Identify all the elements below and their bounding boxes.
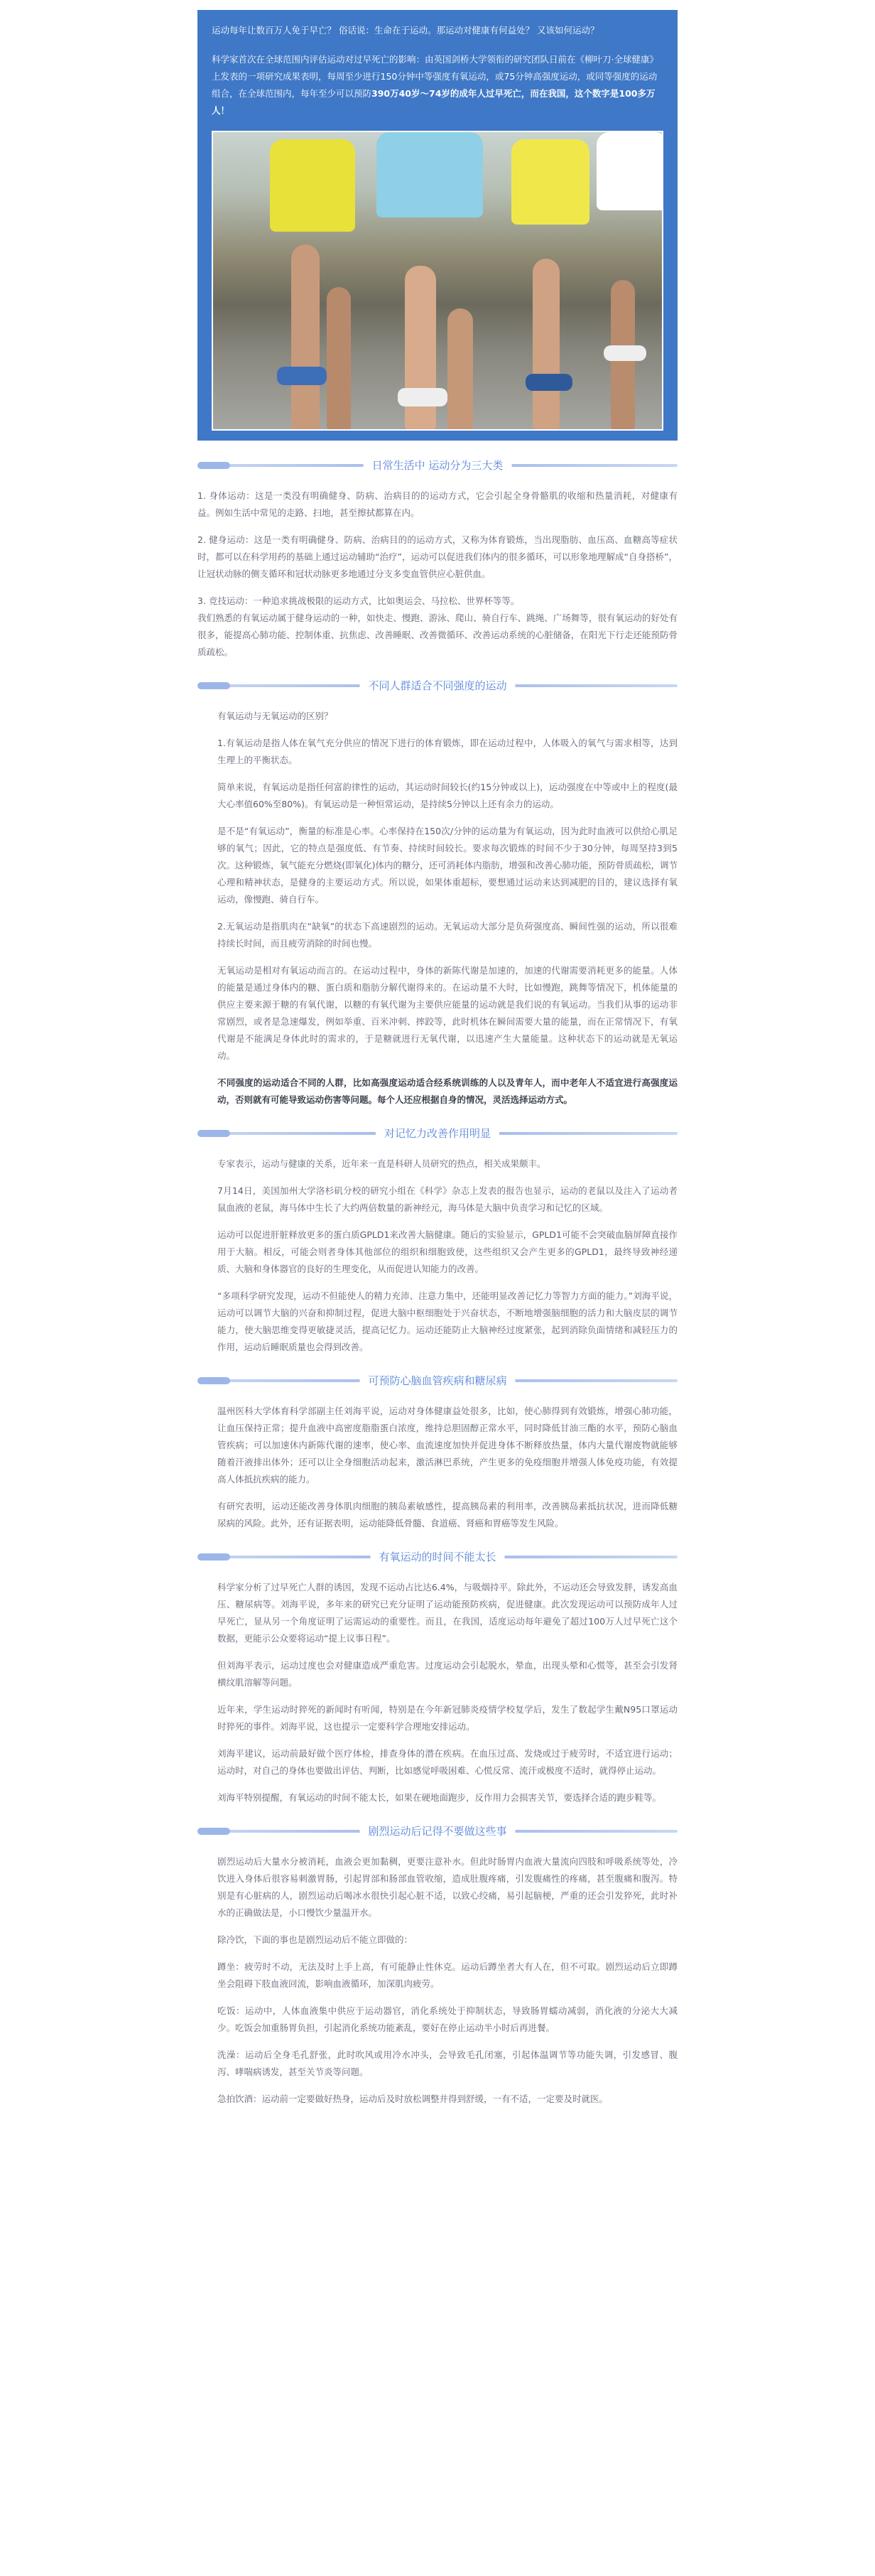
paragraph: 2. 健身运动：这是一类有明确健身、防病、治病目的的运动方式，又称为体育锻炼，当出现脂肪、血压高、血糖高等症状时，都可以在科学用药的基础上通过运动辅助“治疗”，运动可以促进我们体内的很多循环，可以形象地理解成“自身搭桥”，让冠状动脉的侧支循环和冠状动脉更多地通过分支多变血管供应心脏供血。 [197,534,678,579]
section-title: 不同人群适合不同强度的运动 [359,677,515,695]
paragraph: “多项科学研究发现，运动不但能使人的精力充沛、注意力集中，还能明显改善记忆力等智力方面的能力。”刘海平说，运动可以调节大脑的兴奋和抑制过程，促进大脑中枢细胞处于兴奋状态，不断地增强脑细胞的活力和大脑皮层的调节能力，使大脑思维变得更敏捷灵活，提高记忆力。运动还能防止大脑神经过度紧张，起到消除负面情绪和减轻压力的作用，运动后睡眠质量也会得到改善。 [217,1290,678,1352]
section-heading-6 [197,1822,678,1841]
paragraph: 简单来说，有氧运动是指任何富韵律性的运动，其运动时间较长(约15分钟或以上)，运动强度在中等或中上的程度(最大心率值60%至80%)。有氧运动是一种恒常运动，是持续5分钟以上还有余力的运动。 [217,782,678,809]
section-heading-2 [197,677,678,695]
paragraph: 2.无氧运动是指肌肉在“缺氧”的状态下高速剧烈的运动。无氧运动大部分是负荷强度高、瞬间性强的运动，所以很难持续长时间，而且疲劳消除的时间也慢。 [217,921,678,949]
paragraph: 蹲坐：疲劳时不动，无法及时上手上高，有可能静止性休克。运动后蹲坐者大有人在，但不可取。剧烈运动后立即蹲坐会阻碍下肢血液回流，影响血液循环，加深肌肉疲劳。 [217,1961,678,1989]
paragraph: 运动可以促进肝脏释放更多的蛋白质GPLD1来改善大脑健康。随后的实验显示，GPLD1可能不会突破血脑屏障直接作用于大脑。相反，可能会则者身体其他部位的组织和细胞致使，这些组织又会产生更多的GPLD1，最终导致神经递质、大脑和身体器官的良好的生理变化，从而促进认知能力的改善。 [217,1229,678,1274]
paragraph: 近年来，学生运动时猝死的新闻时有听闻，特别是在今年新冠肺炎疫情学校复学后，发生了数起学生戴N95口罩运动时猝死的事件。刘海平说，这也提示一定要科学合理地安排运动。 [217,1704,678,1732]
marathon-runners-photo [212,131,663,431]
paragraph: 剧烈运动后大量水分被消耗，血液会更加黏稠，更要注意补水。但此时肠胃内血液大量流向四肢和呼吸系统等处，冷饮进入身体后很容易刺激胃肠，引起胃部和肠部血管收缩，造成肚腹疼痛，引发腹痛性的疼痛，甚至腹痛和腹泻。特别是有心脏病的人，剧烈运动后喝冰水很快引起心脏不适，以致心绞痛，易引起脑梗，严重的还会引发猝死，此时补水的正确做法是，小口慢饮少量温开水。 [217,1856,678,1918]
section-title: 日常生活中 运动分为三大类 [364,456,512,475]
paragraph: 1.有氧运动是指人体在氧气充分供应的情况下进行的体育锻炼，即在运动过程中，人体吸入的氧气与需求相等，达到生理上的平衡状态。 [217,738,678,765]
paragraph: 科学家分析了过早死亡人群的诱因，发现不运动占比达6.4%，与吸烟持平。除此外，不运动还会导致发胖，诱发高血压、糖尿病等。刘海平说，多年来的研究已充分证明了运动能预防疾病，促进健康。此次发现运动可以预防成年人过早死亡，显从另一个角度证明了运需运动的重要性。而且，在我国，适度运动每年避免了超过100万人过早死亡这个数据，更能示公众要将运动“提上议事日程”。 [217,1582,678,1644]
section-title: 有氧运动的时间不能太长 [370,1548,504,1566]
section-divider-accent [197,462,230,469]
paragraph: 刘海平特别提醒，有氧运动的时间不能太长，如果在硬地面跑步，反作用力会损害关节，要选择合适的跑步鞋等。 [217,1792,662,1803]
article [197,0,678,2118]
paragraph: 除冷饮，下面的事也是剧烈运动后不能立即做的： [217,1934,413,1945]
intro-paragraph [212,51,663,119]
paragraph: 7月14日，美国加州大学洛杉矶分校的研究小组在《科学》杂志上发表的报告也显示，运动的老鼠以及注入了运动者鼠血液的老鼠，海马体中生长了大约两倍数量的新神经元，海马体是大脑中负责学习和记忆的区域。 [217,1185,678,1213]
intro-question: 运动每年让数百万人免于早亡？ 俗话说：生命在于运动。那运动对健康有何益处？ 又该如何运动？ [212,25,599,36]
section-title: 剧烈运动后记得不要做这些事 [359,1822,515,1841]
paragraph: 有氧运动与无氧运动的区别？ [217,711,333,721]
intro-text-a: 科学家首次在全球范围内评估运动对过早死亡的影响：由英国剑桥大学领衔的研究团队日前在《柳叶刀·全球健康》上发表的一项研究成果表明，每周至少进行150分钟中等强度有氧运动，或75分钟高强度运动，或同等强度的运动组合，在全球范围内，每年至少可以预防 [212,54,658,99]
section-heading-1 [197,456,678,475]
section-heading-5 [197,1548,678,1566]
section-title: 对记忆力改善作用明显 [376,1124,499,1143]
paragraph: 但刘海平表示，运动过度也会对健康造成严重危害。过度运动会引起脱水，晕血，出现头晕和心慌等，甚至会引发肾横纹肌溶解等问题。 [217,1660,678,1688]
section-divider-accent [197,1553,230,1561]
section-divider-accent [197,1130,230,1137]
paragraph: 是不是“有氧运动”，衡量的标准是心率。心率保持在150次/分钟的运动量为有氧运动，因为此时血液可以供给心肌足够的氧气；因此，它的特点是强度低、有节奏、持续时间较长。要求每次锻炼的时间不少于30分钟，每周坚持3到5次。这种锻炼，氧气能充分燃烧(即氧化)体内的糖分，还可消耗体内脂肪，增强和改善心肺功能，预防骨质疏松，调节心理和精神状态，是健身的主要运动方式。所以说，如果体重超标，要想通过运动来达到减肥的目的，建议选择有氧运动，像慢跑、骑自行车。 [217,826,678,905]
paragraph: 吃饭：运动中，人体血液集中供应于运动器官，消化系统处于抑制状态，导致肠胃蠕动减弱，消化液的分泌大大减少。吃饭会加重肠胃负担，引起消化系统功能紊乱，要好在停止运动半小时后再进餐。 [217,2005,678,2033]
intro-text-b: 390万40岁～74岁的成年人过早死亡，而在我国，这个数字是100多万人！ [212,88,656,116]
paragraph: 1. 身体运动：这是一类没有明确健身、防病、治病目的的运动方式，它会引起全身骨骼肌的收缩和热量消耗，对健康有益。例如生活中常见的走路、扫地，甚至擦拭都算在内。 [197,490,678,518]
paragraph [197,1074,678,1109]
paragraph: 无氧运动是相对有氧运动而言的。在运动过程中，身体的新陈代谢是加速的，加速的代谢需要消耗更多的能量。人体的能量是通过身体内的糖、蛋白质和脂肪分解代谢得来的。在运动量不大时，比如慢跑，跳舞等情况下，机体能量的供应主要来源于糖的有氧代谢，以糖的有氧代谢为主要供应能量的运动就是我们说的有氧运动。当我们从事的运动非常剧烈，或者是急速爆发，例如举重、百米冲刺、摔跤等，此时机体在瞬间需要大量的能量，而在正常情况下，有氧代谢是不能满足身体此时的需求的，于是糖就进行无氧代谢，以迅速产生大量能量。这种状态下的运动就是无氧运动。 [217,965,678,1061]
intro-box [197,10,678,441]
paragraph: 急拍饮酒：运动前一定要做好热身，运动后及时放松调整并得到舒缓，一有不适，一定要及时就医。 [217,2093,609,2104]
paragraph: 专家表示，运动与健康的关系，近年来一直是科研人员研究的热点，相关成果颇丰。 [217,1158,546,1169]
section-heading-3 [197,1124,678,1143]
paragraph: 洗澡：运动后全身毛孔舒张，此时吹风或用冷水冲头，会导致毛孔闭塞，引起体温调节等功能失调，引发感冒、腹泻、哮喘病诱发，甚至关节炎等问题。 [217,2049,678,2077]
paragraph: 刘海平建议，运动前最好做个医疗体检，排查身体的潜在疾病。在血压过高、发烧或过于疲劳时，不适宜进行运动；运动时，对自己的身体也要做出评估、判断，比如感觉呼吸困难、心慌反常、流汗或极度不适时，就得停止运动。 [217,1748,678,1776]
paragraph: 有研究表明，运动还能改善身体肌肉细胞的胰岛素敏感性，提高胰岛素的利用率，改善胰岛素抵抗状况，进而降低糖尿病的风险。此外，还有证据表明，运动能降低骨髓、食道癌、肾癌和胃癌等发生风险。 [217,1501,678,1529]
section-divider-accent [197,1377,230,1384]
section-divider-accent [197,1828,230,1835]
section-divider-accent [197,682,230,689]
paragraph: 温州医科大学体育科学部副主任刘海平说，运动对身体健康益处很多，比如，使心肺得到有效锻炼，增强心肺功能，让血压保持正常；提升血液中高密度脂脂蛋白浓度，维持总胆固醇正常水平，同时降低甘油三酯的水平，预防心脑血管疾病；可以加速休内新陈代谢的速率，使心率、血流速度加快并促进身体不断释放热量，体内大量代谢废物就能够随着汗液排出体外；还可以让全身细胞活动起来，激活淋巴系统，产生更多的免疫细胞并增强人体免疫功能，有效提高人体抵抗疾病的能力。 [217,1406,678,1484]
emphasis-text: 不同强度的运动适合不同的人群，比如高强度运动适合经系统训练的人以及青年人，而中老年人不适宜进行高强度运动，否则就有可能导致运动伤害等问题。每个人还应根据自身的情况，灵活选择运动方式。 [217,1077,678,1105]
section-title: 可预防心脑血管疾病和糖尿病 [359,1371,515,1390]
paragraph: 3. 竞技运动：一种追求挑战极限的运动方式，比如奥运会、马拉松、世界杯等等。 我们熟悉的有氧运动属于健身运动的一种，如快走、慢跑、游泳、爬山、骑自行车、跳绳、广场舞等，很有氧运动的好处有很多，能提高心肺功能、控制体重、抗焦虑、改善睡眠、改善微循环、改善运动系统的心脏储备，在阳光下行走还能预防骨质疏松。 [197,596,678,657]
section-heading-4 [197,1371,678,1390]
